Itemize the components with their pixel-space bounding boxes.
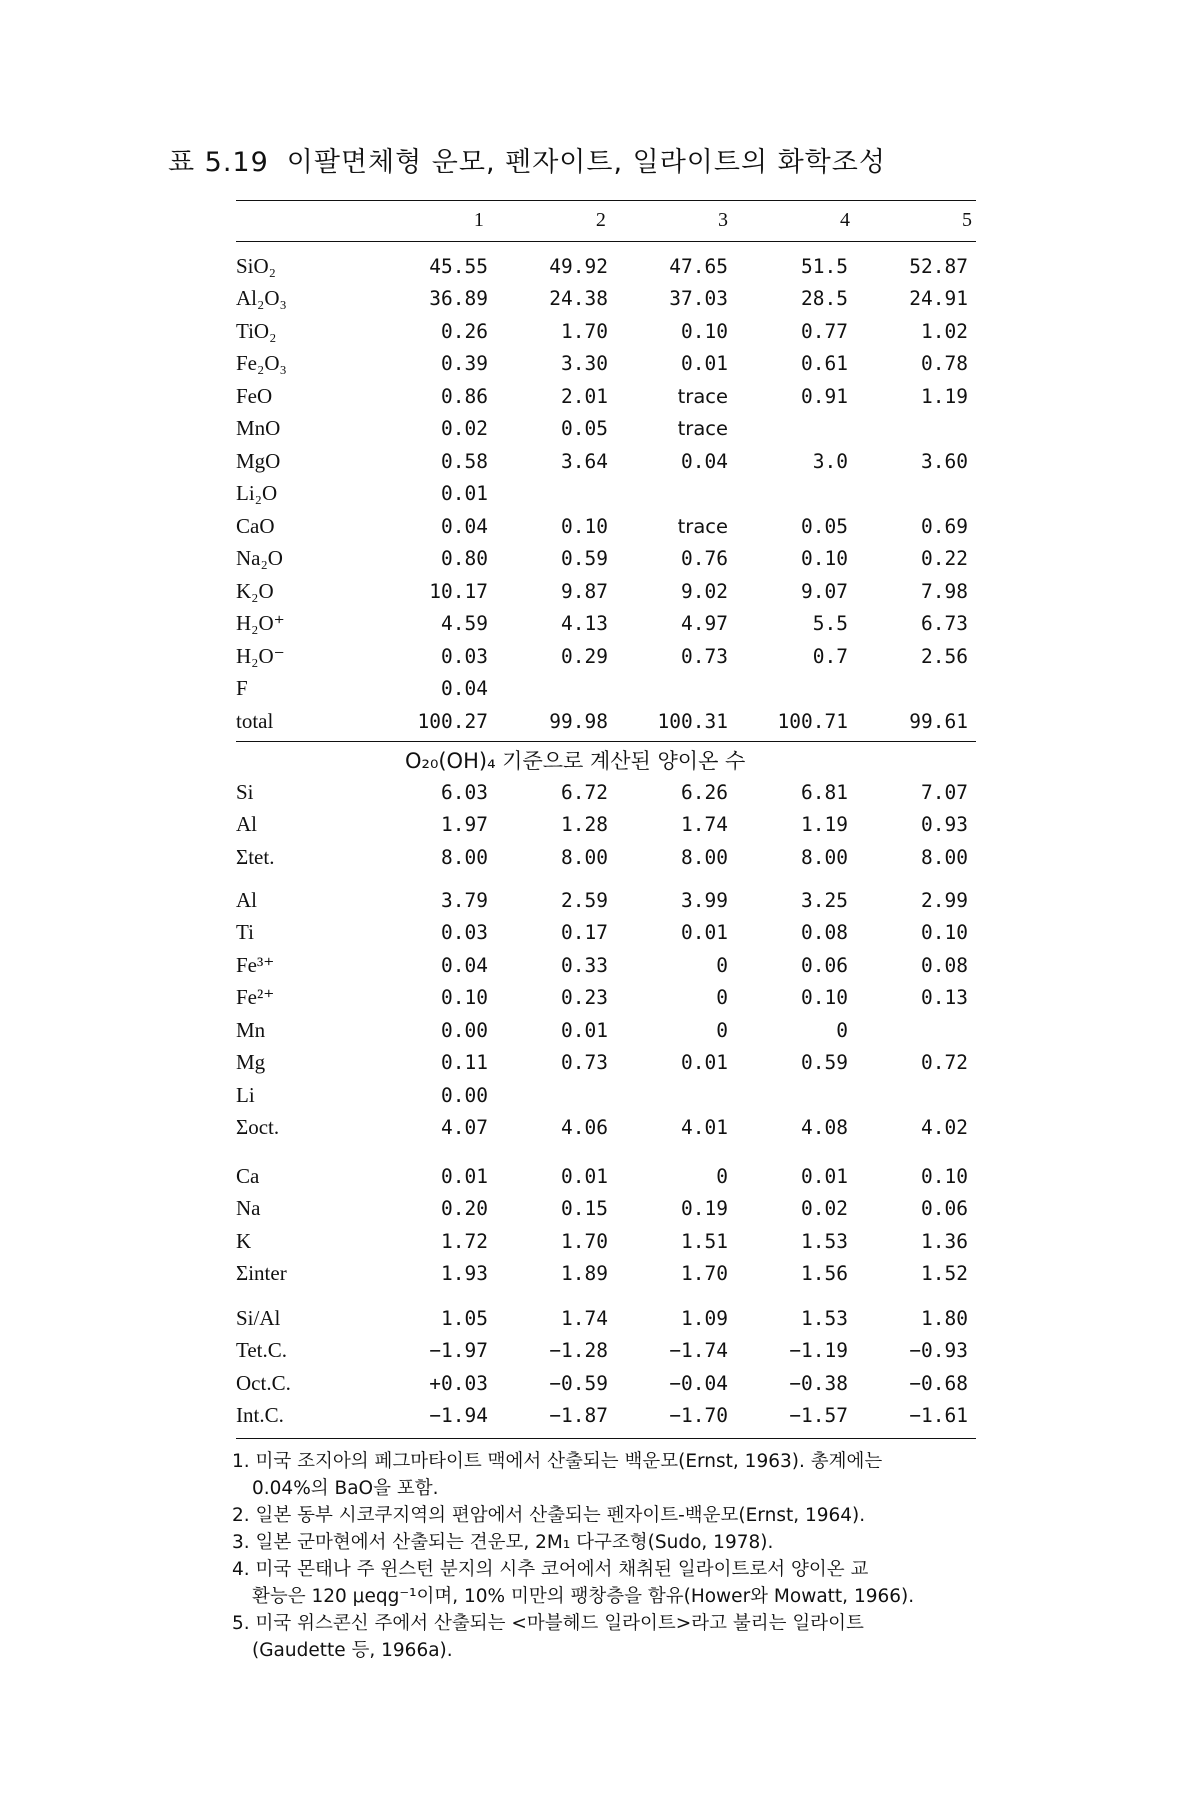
table-cell: −1.70 xyxy=(669,1404,728,1428)
table-cell: 99.61 xyxy=(909,709,968,733)
table-row xyxy=(236,1193,976,1226)
table-cell: 0.04 xyxy=(441,953,488,977)
table-cell: 28.5 xyxy=(801,287,848,311)
table-cell: 9.87 xyxy=(561,579,608,603)
table-row xyxy=(236,445,976,478)
table-cell: 10.17 xyxy=(429,579,488,603)
table-cell: 2.59 xyxy=(561,888,608,912)
table-cell: −1.74 xyxy=(669,1339,728,1363)
table-cell: 1.53 xyxy=(801,1306,848,1330)
table-cell: 37.03 xyxy=(669,287,728,311)
row-label: Mn xyxy=(236,1017,266,1042)
table-cell: 0.02 xyxy=(801,1197,848,1221)
table-cell: 100.27 xyxy=(417,709,488,733)
table-cell: 8.00 xyxy=(441,845,488,869)
table-cell: 0.00 xyxy=(441,1018,488,1042)
row-label: Ca xyxy=(236,1163,260,1188)
table-row xyxy=(236,348,976,381)
table-row xyxy=(236,1225,976,1258)
header-rule xyxy=(236,241,976,242)
table-cell: 6.26 xyxy=(681,780,728,804)
table-cell: 0.10 xyxy=(801,547,848,571)
footnote-text: 미국 조지아의 페그마타이트 맥에서 산출되는 백운모(Ernst, 1963). 총계에는 xyxy=(255,1451,883,1472)
table-cell: 0.02 xyxy=(441,417,488,441)
table-cell: 0.7 xyxy=(812,644,848,668)
footnote-number: 1. xyxy=(232,1451,256,1472)
table-cell: 8.00 xyxy=(801,845,848,869)
table-row xyxy=(236,917,976,950)
charge-table xyxy=(236,1302,976,1432)
table-row xyxy=(236,413,976,446)
table-cell: 0.15 xyxy=(561,1197,608,1221)
table-cell: −0.93 xyxy=(909,1339,968,1363)
table-cell: 0.39 xyxy=(441,352,488,376)
table-cell: 3.30 xyxy=(561,352,608,376)
table-cell: 0.59 xyxy=(801,1051,848,1075)
table-cell: 4.13 xyxy=(561,612,608,636)
row-label: Al xyxy=(236,887,257,912)
table-row xyxy=(236,1335,976,1368)
table-row xyxy=(236,705,976,738)
table-cell: 0.01 xyxy=(681,1051,728,1075)
table-row xyxy=(236,543,976,576)
table-cell: 0.06 xyxy=(801,953,848,977)
row-label: Σoct. xyxy=(236,1115,280,1140)
row-label: Al xyxy=(236,812,257,837)
footnote-text: 일본 군마현에서 산출되는 견운모, 2M₁ 다구조형(Sudo, 1978). xyxy=(255,1532,774,1553)
footnote xyxy=(232,1556,992,1610)
table-cell: 0.19 xyxy=(681,1197,728,1221)
footnote-continuation: (Gaudette 등, 1966a). xyxy=(252,1640,453,1661)
table-cell: 3.0 xyxy=(812,449,848,473)
table-cell: 0.77 xyxy=(801,319,848,343)
table-cell: 0.04 xyxy=(441,677,488,701)
table-cell: 1.80 xyxy=(921,1306,968,1330)
table-row xyxy=(236,608,976,641)
table-cell: 0.10 xyxy=(921,1164,968,1188)
table-cell: 6.81 xyxy=(801,780,848,804)
table-cell: 0.05 xyxy=(561,417,608,441)
table-row xyxy=(236,982,976,1015)
table-cell: 1.28 xyxy=(561,813,608,837)
table-row xyxy=(236,884,976,917)
table-cell: 0.17 xyxy=(561,921,608,945)
interlayer-table xyxy=(236,1160,976,1290)
table-cell: 52.87 xyxy=(909,254,968,278)
table-cell: 0.01 xyxy=(681,921,728,945)
table-row xyxy=(236,1400,976,1433)
table-cell: 0.04 xyxy=(681,449,728,473)
table-row xyxy=(236,575,976,608)
table-cell: 1.19 xyxy=(801,813,848,837)
table-cell: 5.5 xyxy=(812,612,848,636)
table-cell: 6.73 xyxy=(921,612,968,636)
table-cell: 1.70 xyxy=(561,319,608,343)
table-cell: 0.08 xyxy=(801,921,848,945)
table-cell: 2.01 xyxy=(561,384,608,408)
row-label: Al₂O₃ xyxy=(236,286,287,311)
table-cell: 0.10 xyxy=(561,514,608,538)
row-label: MgO xyxy=(236,448,281,473)
table-cell: −1.19 xyxy=(789,1339,848,1363)
row-label: Int.C. xyxy=(236,1403,284,1428)
footnote-continuation: 0.04%의 BaO을 포함. xyxy=(252,1478,439,1499)
table-cell: 9.02 xyxy=(681,579,728,603)
row-label: F xyxy=(236,676,248,701)
footnote-text: 미국 몬태나 주 윈스턴 분지의 시추 코어에서 채취된 일라이트로서 양이온 교 xyxy=(255,1559,869,1580)
table-cell: 4.06 xyxy=(561,1116,608,1140)
table-cell: 4.59 xyxy=(441,612,488,636)
table-row xyxy=(236,640,976,673)
table-cell: 0.01 xyxy=(441,1164,488,1188)
table-cell: 0.59 xyxy=(561,547,608,571)
row-label: Fe₂O₃ xyxy=(236,351,287,376)
column-header: 2 xyxy=(595,209,606,231)
table-cell: 0.06 xyxy=(921,1197,968,1221)
row-label: Si/Al xyxy=(236,1305,281,1330)
table-cell: 1.70 xyxy=(561,1229,608,1253)
row-label: TiO₂ xyxy=(236,318,277,343)
table-cell: 36.89 xyxy=(429,287,488,311)
table-cell: 1.72 xyxy=(441,1229,488,1253)
table-cell: 1.74 xyxy=(561,1306,608,1330)
cation-heading: O₂₀(OH)₄ 기준으로 계산된 양이온 수 xyxy=(405,749,746,773)
column-header: 3 xyxy=(717,209,728,231)
footnote xyxy=(232,1529,992,1556)
footnote xyxy=(232,1610,992,1664)
footnote xyxy=(232,1502,992,1529)
table-cell: 6.03 xyxy=(441,780,488,804)
row-label: MnO xyxy=(236,416,281,441)
table-cell: −1.28 xyxy=(549,1339,608,1363)
table-cell: 0.26 xyxy=(441,319,488,343)
table-cell: 1.53 xyxy=(801,1229,848,1253)
table-row xyxy=(236,841,976,874)
table-cell: 0.73 xyxy=(681,644,728,668)
row-label: SiO₂ xyxy=(236,253,277,278)
table-cell: 24.38 xyxy=(549,287,608,311)
table-cell: 100.31 xyxy=(657,709,728,733)
table-cell: 0.20 xyxy=(441,1197,488,1221)
table-cell: 1.70 xyxy=(681,1262,728,1286)
footnote-number: 4. xyxy=(232,1559,256,1580)
column-header: 1 xyxy=(473,209,484,231)
row-label: K₂O xyxy=(236,578,274,603)
table-cell: 0.01 xyxy=(441,482,488,506)
table-cell: 3.99 xyxy=(681,888,728,912)
table-cell: 4.01 xyxy=(681,1116,728,1140)
footnote xyxy=(232,1448,992,1502)
table-cell: 1.51 xyxy=(681,1229,728,1253)
table-cell: 24.91 xyxy=(909,287,968,311)
table-cell: 0.13 xyxy=(921,986,968,1010)
table-cell: 0.11 xyxy=(441,1051,488,1075)
row-label: CaO xyxy=(236,513,275,538)
table-cell: 0.01 xyxy=(561,1164,608,1188)
table-cell: 8.00 xyxy=(561,845,608,869)
table-cell: 0.80 xyxy=(441,547,488,571)
row-label: H₂O⁻ xyxy=(236,643,285,668)
table-cell: 0.10 xyxy=(441,986,488,1010)
table-cell: 1.97 xyxy=(441,813,488,837)
table-row xyxy=(236,673,976,706)
table-row xyxy=(236,1258,976,1291)
table-cell: 1.05 xyxy=(441,1306,488,1330)
table-cell: −0.59 xyxy=(549,1371,608,1395)
table-cell: 0.93 xyxy=(921,813,968,837)
table-cell: 2.99 xyxy=(921,888,968,912)
table-cell: 0.05 xyxy=(801,514,848,538)
table-row xyxy=(236,1112,976,1145)
row-label: Na₂O xyxy=(236,546,283,571)
table-row xyxy=(236,510,976,543)
row-label: Ti xyxy=(236,920,254,945)
footnote-continuation: 환능은 120 μeqg⁻¹이며, 10% 미만의 팽창층을 함유(Hower와 Mowatt, 1966). xyxy=(252,1586,915,1607)
section-rule xyxy=(236,741,976,742)
table-cell: 0.58 xyxy=(441,449,488,473)
table-cell: 1.93 xyxy=(441,1262,488,1286)
table-cell: 1.52 xyxy=(921,1262,968,1286)
table-cell: 4.97 xyxy=(681,612,728,636)
table-cell: 0.10 xyxy=(801,986,848,1010)
table-cell: 3.79 xyxy=(441,888,488,912)
table-cell: 8.00 xyxy=(921,845,968,869)
table-cell: 0.23 xyxy=(561,986,608,1010)
table-row xyxy=(236,1302,976,1335)
table-row xyxy=(236,949,976,982)
row-label: Tet.C. xyxy=(236,1338,288,1363)
table-cell: 47.65 xyxy=(669,254,728,278)
table-row xyxy=(236,380,976,413)
table-cell: 3.25 xyxy=(801,888,848,912)
table-cell: 0 xyxy=(716,1164,728,1188)
row-label: Mg xyxy=(236,1050,266,1075)
table-cell: 1.19 xyxy=(921,384,968,408)
table-cell: 1.74 xyxy=(681,813,728,837)
table-cell: 0.03 xyxy=(441,644,488,668)
table-row xyxy=(236,283,976,316)
table-cell: 4.07 xyxy=(441,1116,488,1140)
table-cell: −1.97 xyxy=(429,1339,488,1363)
table-cell: 0 xyxy=(716,953,728,977)
table-cell: 49.92 xyxy=(549,254,608,278)
table-cell: trace xyxy=(677,514,728,538)
table-cell: 1.89 xyxy=(561,1262,608,1286)
table-cell: 0.91 xyxy=(801,384,848,408)
table-row xyxy=(236,1047,976,1080)
table-cell: 6.72 xyxy=(561,780,608,804)
row-label: H₂O⁺ xyxy=(236,611,285,636)
table-cell: −0.68 xyxy=(909,1371,968,1395)
tetrahedral-table xyxy=(236,776,976,874)
footnote-text: 일본 동부 시코쿠지역의 편암에서 산출되는 펜자이트-백운모(Ernst, 1964). xyxy=(255,1505,866,1526)
table-row xyxy=(236,1160,976,1193)
table-cell: 9.07 xyxy=(801,579,848,603)
table-cell: 0.04 xyxy=(441,514,488,538)
table-cell: 0.72 xyxy=(921,1051,968,1075)
table-cell: 0.61 xyxy=(801,352,848,376)
octahedral-table xyxy=(236,884,976,1144)
table-number: 표 5.19 xyxy=(168,147,269,178)
table-row xyxy=(236,1367,976,1400)
table-cell: 0.22 xyxy=(921,547,968,571)
table-cell: 1.56 xyxy=(801,1262,848,1286)
table-cell: 0.76 xyxy=(681,547,728,571)
table-cell: −1.61 xyxy=(909,1404,968,1428)
row-label: Oct.C. xyxy=(236,1370,291,1395)
table-cell: 7.07 xyxy=(921,780,968,804)
table-cell: 0.86 xyxy=(441,384,488,408)
table-cell: trace xyxy=(677,417,728,441)
table-cell: 0 xyxy=(836,1018,848,1042)
table-cell: 99.98 xyxy=(549,709,608,733)
top-rule xyxy=(236,200,976,201)
table-row xyxy=(236,315,976,348)
row-label: Σinter xyxy=(236,1261,287,1286)
table-cell: 0.01 xyxy=(561,1018,608,1042)
table-row xyxy=(236,809,976,842)
table-cell: 1.02 xyxy=(921,319,968,343)
table-cell: −0.38 xyxy=(789,1371,848,1395)
row-label: Fe³⁺ xyxy=(236,952,275,977)
header-spacer xyxy=(236,209,366,232)
table-cell: 4.02 xyxy=(921,1116,968,1140)
table-cell: 0.10 xyxy=(681,319,728,343)
table-cell: 0.03 xyxy=(441,921,488,945)
table-cell: trace xyxy=(677,384,728,408)
footnote-number: 3. xyxy=(232,1532,256,1553)
table-cell: 3.64 xyxy=(561,449,608,473)
row-label: Li xyxy=(236,1082,255,1107)
column-header: 5 xyxy=(962,209,972,231)
table-cell: −0.04 xyxy=(669,1371,728,1395)
footnote-number: 5. xyxy=(232,1613,256,1634)
table-cell: −1.87 xyxy=(549,1404,608,1428)
table-cell: 2.56 xyxy=(921,644,968,668)
oxide-table xyxy=(236,250,976,738)
column-header-row xyxy=(236,209,976,232)
table-cell: −1.57 xyxy=(789,1404,848,1428)
column-header: 4 xyxy=(839,209,850,231)
table-title: 이팔면체형 운모, 펜자이트, 일라이트의 화학조성 xyxy=(286,147,886,178)
table-cell: 51.5 xyxy=(801,254,848,278)
table-cell: 0.73 xyxy=(561,1051,608,1075)
row-label: Na xyxy=(236,1196,261,1221)
row-label: FeO xyxy=(236,383,273,408)
row-label: total xyxy=(236,708,274,733)
table-cell: 0.78 xyxy=(921,352,968,376)
row-label: Fe²⁺ xyxy=(236,985,275,1010)
table-cell: −1.94 xyxy=(429,1404,488,1428)
row-label: K xyxy=(236,1228,252,1253)
table-cell: 0.00 xyxy=(441,1083,488,1107)
table-cell: 0.33 xyxy=(561,953,608,977)
bottom-rule xyxy=(236,1438,976,1439)
table-row xyxy=(236,250,976,283)
table-cell: 1.36 xyxy=(921,1229,968,1253)
table-cell: 0.29 xyxy=(561,644,608,668)
table-cell: 8.00 xyxy=(681,845,728,869)
table-row xyxy=(236,1079,976,1112)
table-cell: 0 xyxy=(716,986,728,1010)
table-cell: 4.08 xyxy=(801,1116,848,1140)
row-label: Σtet. xyxy=(236,844,275,869)
table-cell: 1.09 xyxy=(681,1306,728,1330)
table-cell: 45.55 xyxy=(429,254,488,278)
table-cell: 7.98 xyxy=(921,579,968,603)
footnote-text: 미국 위스콘신 주에서 산출되는 <마블헤드 일라이트>라고 불리는 일라이트 xyxy=(255,1613,864,1634)
table-cell: 0.01 xyxy=(801,1164,848,1188)
table-cell: 0.01 xyxy=(681,352,728,376)
table-cell: 0.69 xyxy=(921,514,968,538)
table-row xyxy=(236,776,976,809)
table-cell: 0.08 xyxy=(921,953,968,977)
row-label: Li₂O xyxy=(236,481,278,506)
table-cell: 100.71 xyxy=(777,709,848,733)
row-label: Si xyxy=(236,779,254,804)
table-cell: +0.03 xyxy=(429,1371,488,1395)
table-cell: 3.60 xyxy=(921,449,968,473)
table-cell: 0 xyxy=(716,1018,728,1042)
table-caption xyxy=(168,140,886,179)
table-cell: 0.10 xyxy=(921,921,968,945)
footnote-number: 2. xyxy=(232,1505,256,1526)
table-row xyxy=(236,478,976,511)
table-row xyxy=(236,1014,976,1047)
